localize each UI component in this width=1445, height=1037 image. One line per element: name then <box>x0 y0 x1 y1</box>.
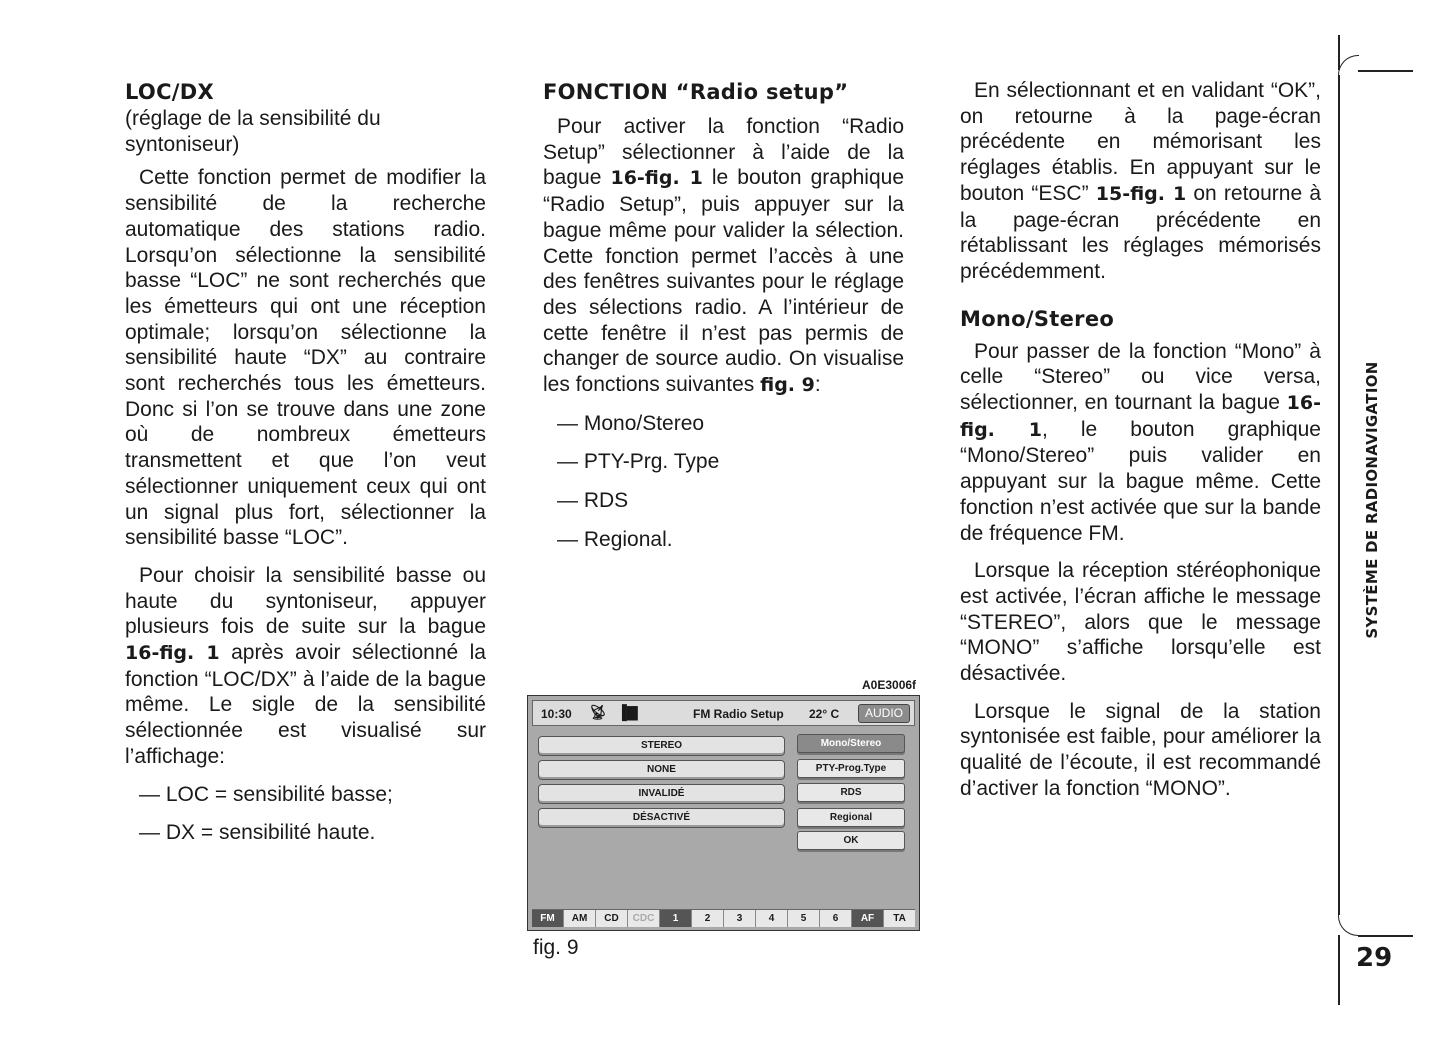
preset-6[interactable]: 6 <box>820 910 852 927</box>
list-item: — DX = sensibilité haute. <box>139 820 486 846</box>
figure-reference: 16-fig. 1 <box>960 392 1321 441</box>
screen-title: FM Radio Setup <box>693 707 784 721</box>
clock: 10:30 <box>541 707 572 721</box>
key-cdc[interactable]: CDC <box>628 910 660 927</box>
audio-button[interactable]: AUDIO <box>858 704 910 723</box>
margin-rule-top <box>1358 70 1413 72</box>
source-key-bar <box>532 909 915 927</box>
preset-3[interactable]: 3 <box>724 910 756 927</box>
value-field-regional: DÉSACTIVÉ <box>538 808 785 828</box>
paragraph: Lorsque le signal de la station syntonisée est faible, pour améliorer la qualité de l’écoute, il est recommandé d’activer la fonction “MONO”. <box>960 699 1321 800</box>
page-number: 29 <box>1356 943 1393 973</box>
value-field-stereo: STEREO <box>538 736 785 756</box>
screen-status-bar <box>532 700 915 726</box>
preset-1[interactable]: 1 <box>660 910 692 927</box>
section-heading-mono-stereo: Mono/Stereo <box>960 306 1115 331</box>
figure-reference: 16-fig. 1 <box>125 642 220 665</box>
key-am[interactable]: AM <box>564 910 596 927</box>
figure-reference: fig. 9 <box>760 374 815 397</box>
column-right <box>960 78 1321 814</box>
margin-rule <box>1338 75 1340 915</box>
value-field-rds: INVALIDÉ <box>538 784 785 804</box>
pty-prog-type-button[interactable]: PTY-Prog.Type <box>797 759 905 778</box>
list-item: — RDS <box>557 488 904 514</box>
paragraph: Pour choisir la sensibilité basse ou haute du syntoniseur, appuyer plusieurs fois de suite sur la bague 16-fig. 1 après avoir sélectionné la fonction “LOC/DX” à l’aide de la bague même. Le sigle de la sensibilité sélectionnée est visualisé sur l’affichage: <box>125 563 486 768</box>
paragraph: En sélectionnant et en validant “OK”, on retourne à la page-écran précédente en mémorisant les réglages établis. En appuyant sur le bouton “ESC” 15-fig. 1 on retourne à la page-écran précédente en rétablissant les réglages mémorisés précédemment. <box>960 79 1321 283</box>
mono-stereo-button[interactable]: Mono/Stereo <box>797 734 905 753</box>
margin-rule <box>1338 935 1340 1005</box>
paragraph: Lorsque la réception stéréophonique est activée, l’écran affiche le message “STEREO”, alors que le message “MONO” s’affiche lorsqu’elle est désactivée. <box>960 559 1321 686</box>
value-field-pty: NONE <box>538 760 785 780</box>
figure-reference: 16-fig. 1 <box>610 167 703 190</box>
list-item: — LOC = sensibilité basse; <box>139 782 486 808</box>
preset-2[interactable]: 2 <box>692 910 724 927</box>
radio-setup-screen <box>527 695 920 931</box>
antenna-icon: 📡︎ <box>589 704 607 720</box>
phone-signal-icon: ▐▇ <box>617 704 638 720</box>
key-ta[interactable]: TA <box>893 913 906 924</box>
figure-caption: fig. 9 <box>533 936 579 959</box>
rds-button[interactable]: RDS <box>797 783 905 802</box>
figure-reference: 15-fig. 1 <box>1095 182 1187 205</box>
section-heading-loc-dx: LOC/DX <box>125 80 214 104</box>
section-subheading: (réglage de la sensibilité du syntoniseur) <box>125 107 381 156</box>
list-item: — Regional. <box>557 527 904 553</box>
list-item: — Mono/Stereo <box>557 411 904 437</box>
dash-list <box>543 411 904 553</box>
margin-rule <box>1338 35 1340 70</box>
paragraph: Cette fonction permet de modifier la sensibilité de la recherche automatique des stations radio. Lorsqu’on sélectionne la sensibilité basse “LOC” ne sont recherchés que les émetteurs qui ont une réception optimale; lorsqu’on sélectionne la sensibilité haute “DX” au contraire sont recherchés tous les émetteurs. Donc si l’on se trouve dans une zone où de nombreux émetteurs transmettent et que l’on veut sélectionner uniquement ceux qui ont un signal plus fort, sélectionner la sensibilité basse “LOC”. <box>125 166 486 550</box>
ok-button[interactable]: OK <box>797 831 905 850</box>
margin-rule-bottom <box>1358 935 1413 937</box>
list-item: — PTY-Prg. Type <box>557 449 904 475</box>
preset-4[interactable]: 4 <box>756 910 788 927</box>
margin-rule-curve <box>1338 55 1359 76</box>
figure-code: A0E3006f <box>862 678 917 692</box>
margin-rule-curve <box>1338 915 1359 936</box>
regional-button[interactable]: Regional <box>797 808 905 827</box>
paragraph: Pour activer la fonction “Radio Setup” sélectionner à l’aide de la bague 16-fig. 1 le bouton graphique “Radio Setup”, puis appuyer sur la bague même pour valider la sélection. Cette fonction permet l’accès à une des fenêtres suivantes pour le réglage des sélections radio. A l’intérieur de cette fenêtre il n’est pas permis de changer de source audio. On visualise les fonctions suivantes fig. 9: <box>543 115 905 397</box>
key-af[interactable]: AF <box>852 910 884 927</box>
dash-list <box>125 782 486 846</box>
section-heading-radio-setup: FONCTION “Radio setup” <box>543 80 849 104</box>
temperature: 22° C <box>809 707 840 721</box>
preset-5[interactable]: 5 <box>788 910 820 927</box>
chapter-label: SYSTÈME DE RADIONAVIGATION <box>1363 361 1381 639</box>
key-cd[interactable]: CD <box>596 910 628 927</box>
paragraph: Pour passer de la fonction “Mono” à celle “Stereo” ou vice versa, sélectionner, en tournant la bague 16-fig. 1, le bouton graphique “Mono/Stereo” puis valider en appuyant sur la bague même. Cette fonction n’est activée que sur la bande de fréquence FM. <box>960 339 1321 545</box>
column-left <box>125 78 486 859</box>
key-fm[interactable]: FM <box>532 910 564 927</box>
column-middle <box>543 78 904 566</box>
